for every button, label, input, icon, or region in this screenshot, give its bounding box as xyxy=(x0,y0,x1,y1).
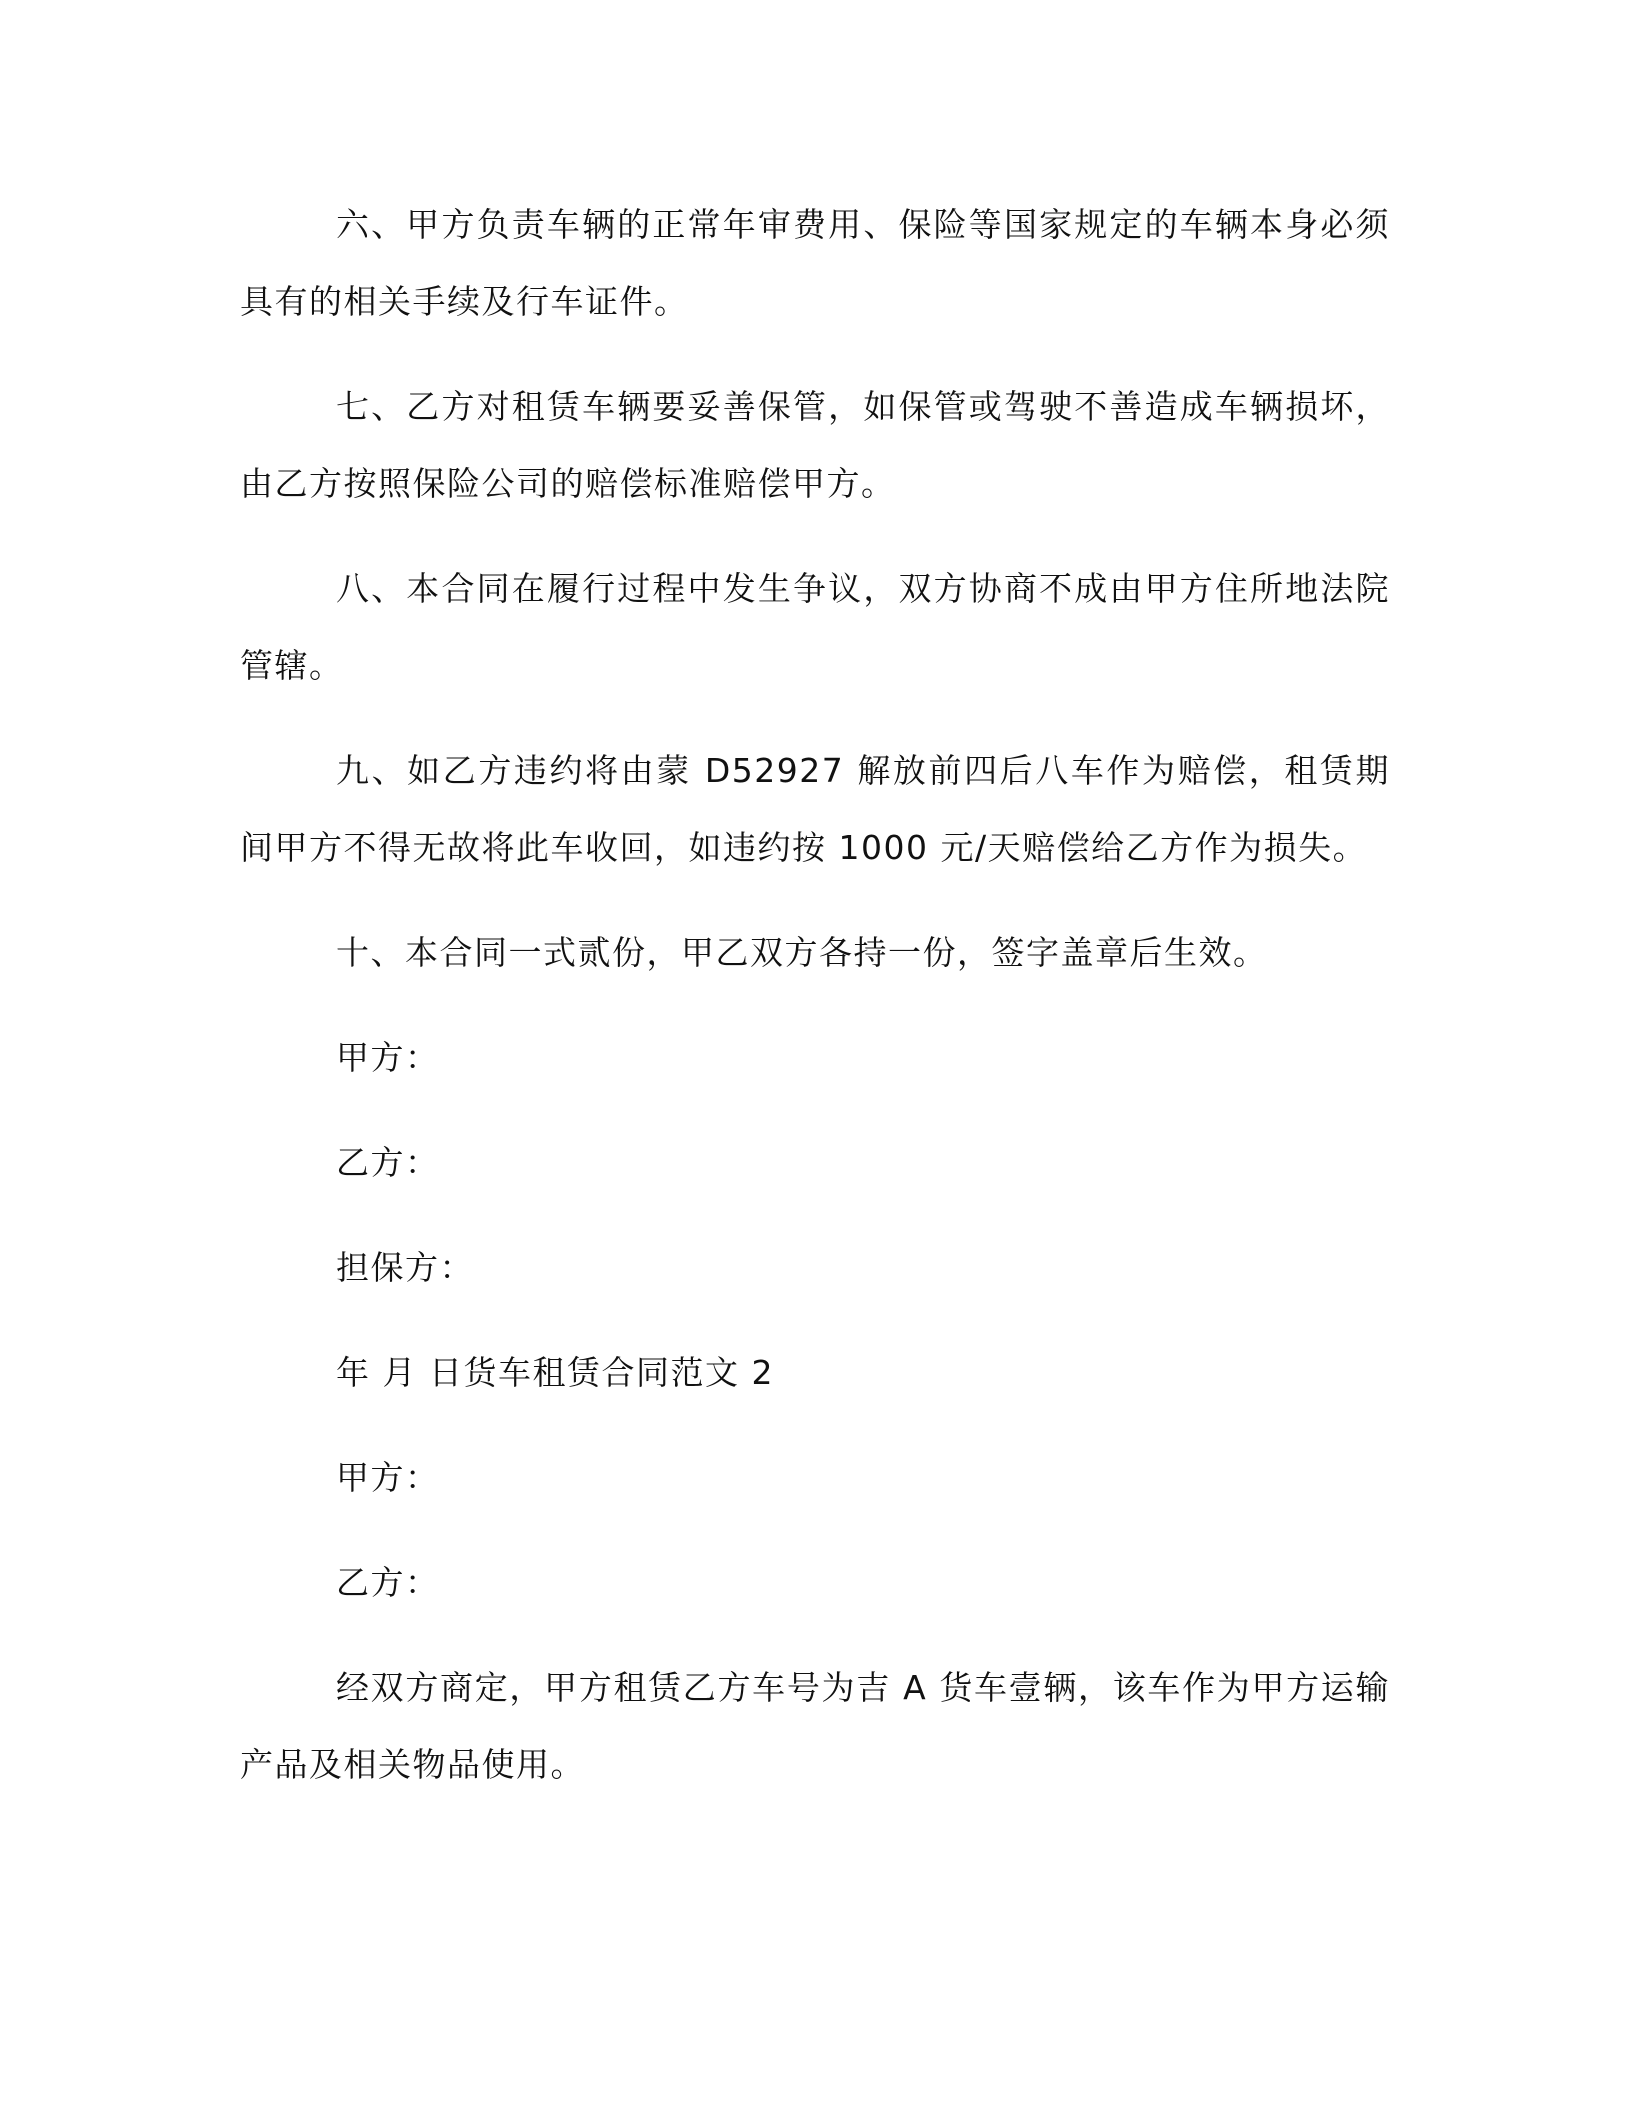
party-b-line: 乙方： xyxy=(336,1563,440,1602)
clause-9: 九、如乙方违约将由蒙 D52927 解放前四后八车作为赔偿，租赁期间甲方不得无故将此车收回，如违约按 1000 元/天赔偿给乙方作为损失。 xyxy=(240,751,1390,867)
agreement-intro: 经双方商定，甲方租赁乙方车号为吉 A 货车壹辆，该车作为甲方运输产品及相关物品使用。 xyxy=(240,1668,1390,1784)
party-b-signature-line: 乙方： xyxy=(336,1143,440,1182)
document-body xyxy=(240,186,1390,1803)
party-a-line: 甲方： xyxy=(336,1458,440,1497)
clause-10: 十、本合同一式贰份，甲乙双方各持一份，签字盖章后生效。 xyxy=(336,933,1268,972)
clause-6: 六、甲方负责车辆的正常年审费用、保险等国家规定的车辆本身必须具有的相关手续及行车证件。 xyxy=(240,205,1390,321)
party-a-signature-line: 甲方： xyxy=(336,1038,440,1077)
clause-7: 七、乙方对租赁车辆要妥善保管，如保管或驾驶不善造成车辆损坏，由乙方按照保险公司的赔偿标准赔偿甲方。 xyxy=(240,387,1390,503)
guarantor-signature-line: 担保方： xyxy=(336,1248,474,1287)
clause-8: 八、本合同在履行过程中发生争议，双方协商不成由甲方住所地法院管辖。 xyxy=(240,569,1390,685)
date-and-sample-2-title: 年 月 日货车租赁合同范文 2 xyxy=(336,1353,774,1392)
